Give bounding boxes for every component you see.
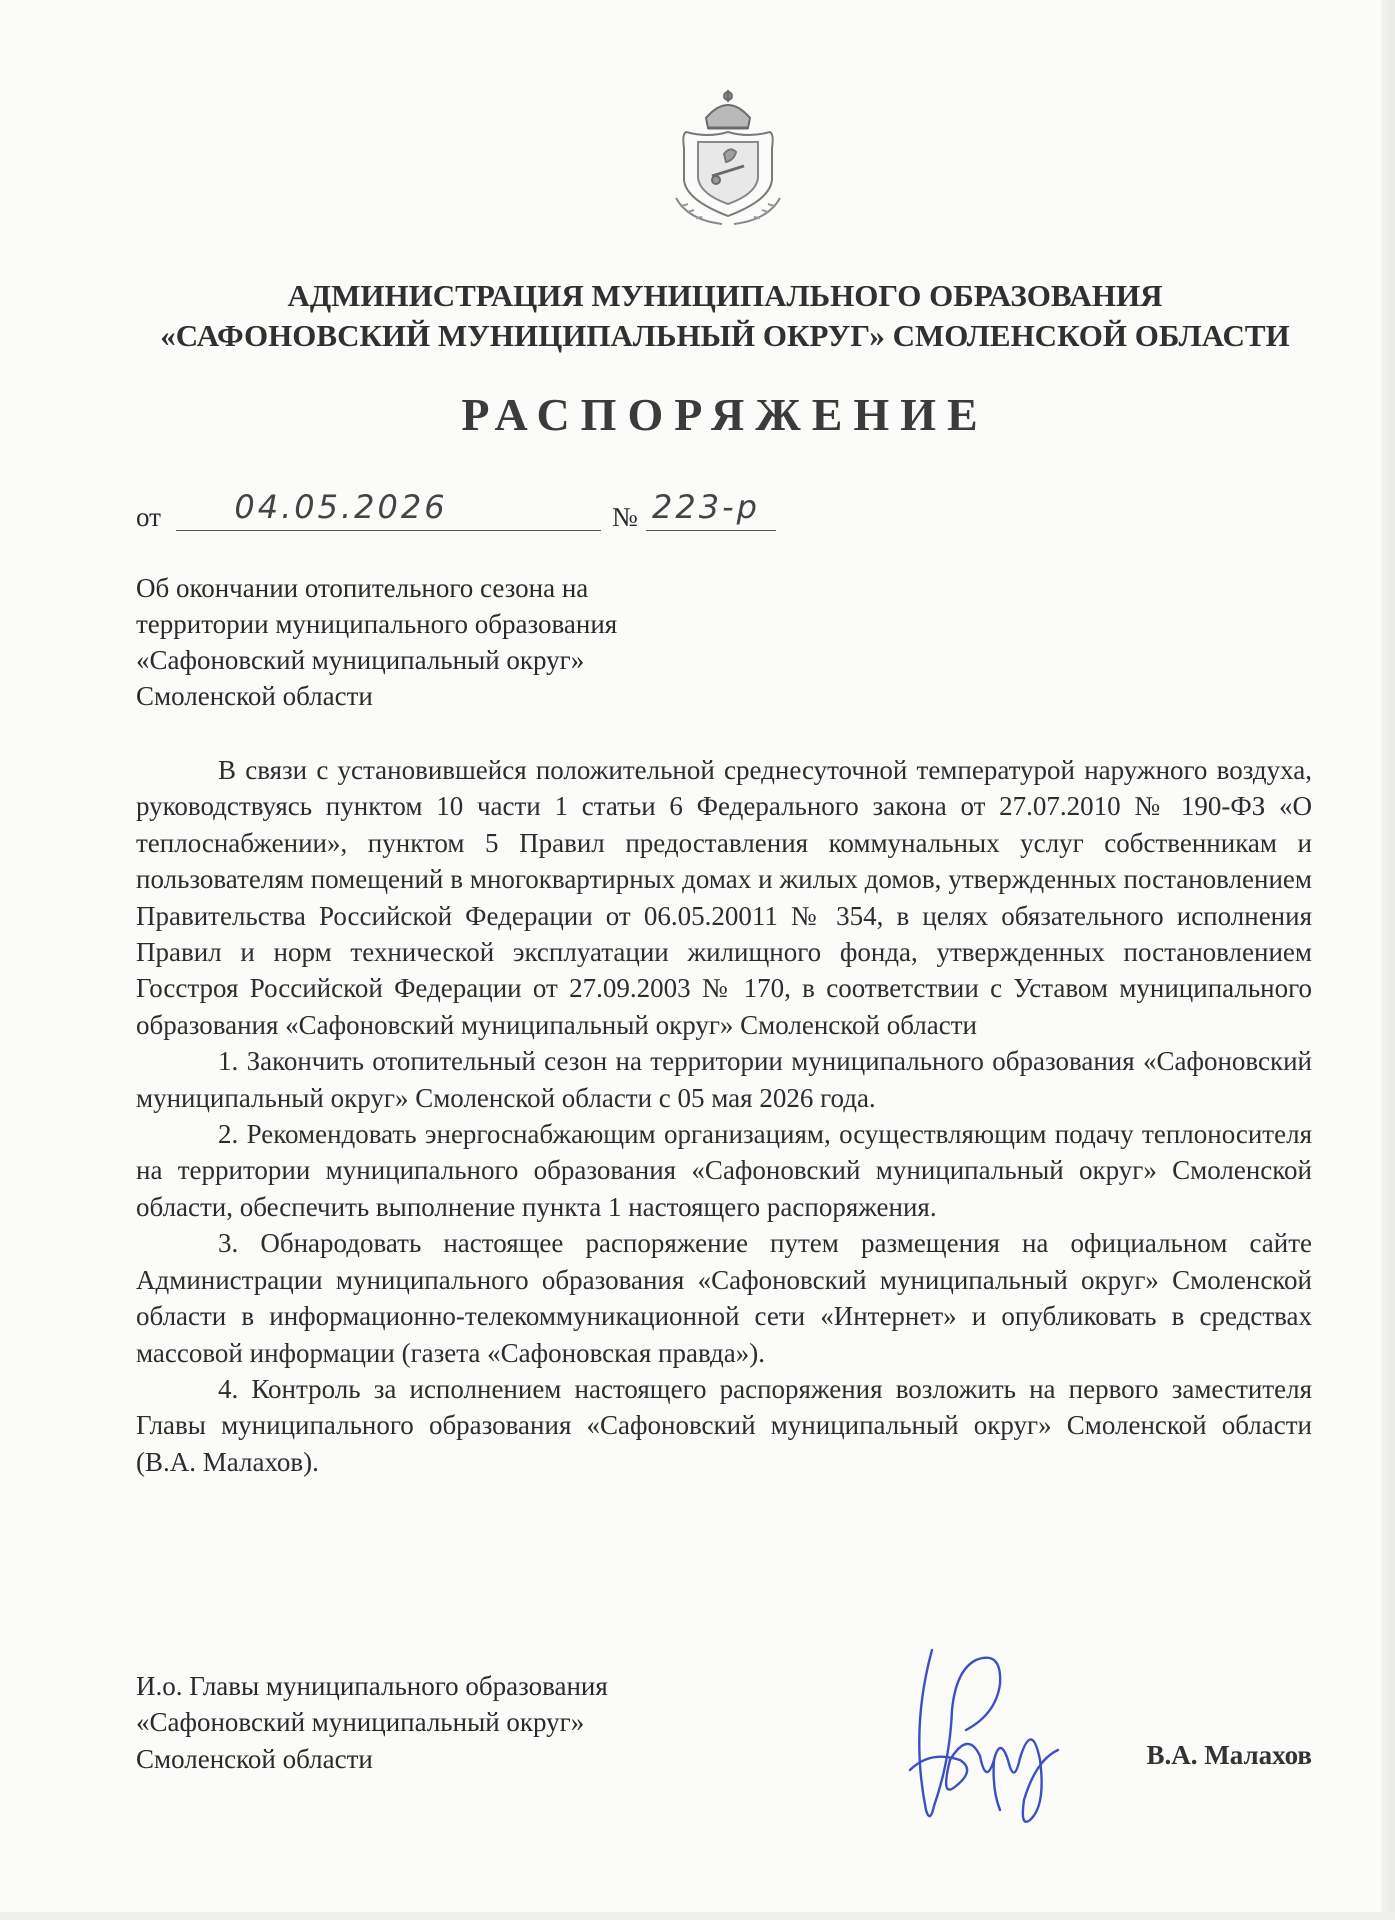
handwritten-signature [890, 1610, 1080, 1832]
handwritten-number: 223-р [652, 488, 760, 526]
signatory-position [136, 1668, 836, 1777]
clause-3: 3. Обнародовать настоящее распоряжение путем размещения на официальном сайте Администрации муниципального образования «Сафоновский муниципальный округ» Смоленской области в информационно-телекоммуникационной сети «Интернет» и опубликовать в средствах массовой информации (газета «Сафоновская правда»). [136, 1228, 1312, 1368]
subject-line: «Сафоновский муниципальный округ» [136, 645, 585, 675]
scan-edge-bottom [0, 1912, 1395, 1920]
preamble-paragraph: В связи с установившейся положительной среднесуточной температурой наружного воздуха, руководствуясь пунктом 10 части 1 статьи 6 Федерального закона от 27.07.2010 № 190-ФЗ «О теплоснабжении», пунктом 5 Правил предоставления коммунальных услуг собственникам и пользователям помещений в многоквартирных домах и жилых домов, утвержденных постановлением Правительства Российской Федерации от 06.05.20011 № 354, в целях обязательного исполнения Правил и норм технической эксплуатации жилищного фонда, утвержденных постановлением Госстроя Российской Федерации от 27.09.2003 № 170, в соответствии с Уставом муниципального образования «Сафоновский муниципальный округ» Смоленской области [136, 755, 1312, 1040]
header-line-1: АДМИНИСТРАЦИЯ МУНИЦИПАЛЬНОГО ОБРАЗОВАНИЯ [287, 278, 1163, 313]
document-title: РАСПОРЯЖЕНИЕ [461, 389, 989, 440]
subject-line: Смоленской области [136, 681, 373, 711]
position-line: Смоленской области [136, 1743, 373, 1774]
scan-edge [1381, 0, 1395, 1920]
date-number-line [136, 488, 836, 538]
position-line: «Сафоновский муниципальный округ» [136, 1707, 585, 1738]
clause-2: 2. Рекомендовать энергоснабжающим организациям, осуществляющим подачу теплоносителя на территории муниципального образования «Сафоновский муниципальный округ» Смоленской области, обеспечить выполнение пункта 1 настоящего распоряжения. [136, 1119, 1312, 1222]
from-label: от [136, 502, 161, 532]
subject-line: территории муниципального образования [136, 609, 618, 639]
clause-4: 4. Контроль за исполнением настоящего распоряжения возложить на первого заместителя Главы муниципального образования «Сафоновский муниципальный округ» Смоленской области (В.А. Малахов). [136, 1373, 1312, 1477]
subject-line: Об окончании отопительного сезона на [136, 573, 589, 603]
document-body [136, 752, 1312, 1480]
header-line-2: «САФОНОВСКИЙ МУНИЦИПАЛЬНЫЙ ОКРУГ» СМОЛЕНСКОЙ ОБЛАСТИ [160, 318, 1290, 353]
document-subject [136, 570, 836, 714]
signer-name: В.А. Малахов [1146, 1740, 1312, 1770]
coat-of-arms-icon [668, 88, 788, 228]
organization-header [140, 276, 1310, 356]
position-line: И.о. Главы муниципального образования [136, 1671, 608, 1701]
number-label: № [612, 502, 638, 532]
clause-1: 1. Закончить отопительный сезон на территории муниципального образования «Сафоновский муниципальный округ» Смоленской области с 05 мая 2026 года. [136, 1046, 1312, 1113]
handwritten-date: 04.05.2026 [234, 488, 448, 526]
